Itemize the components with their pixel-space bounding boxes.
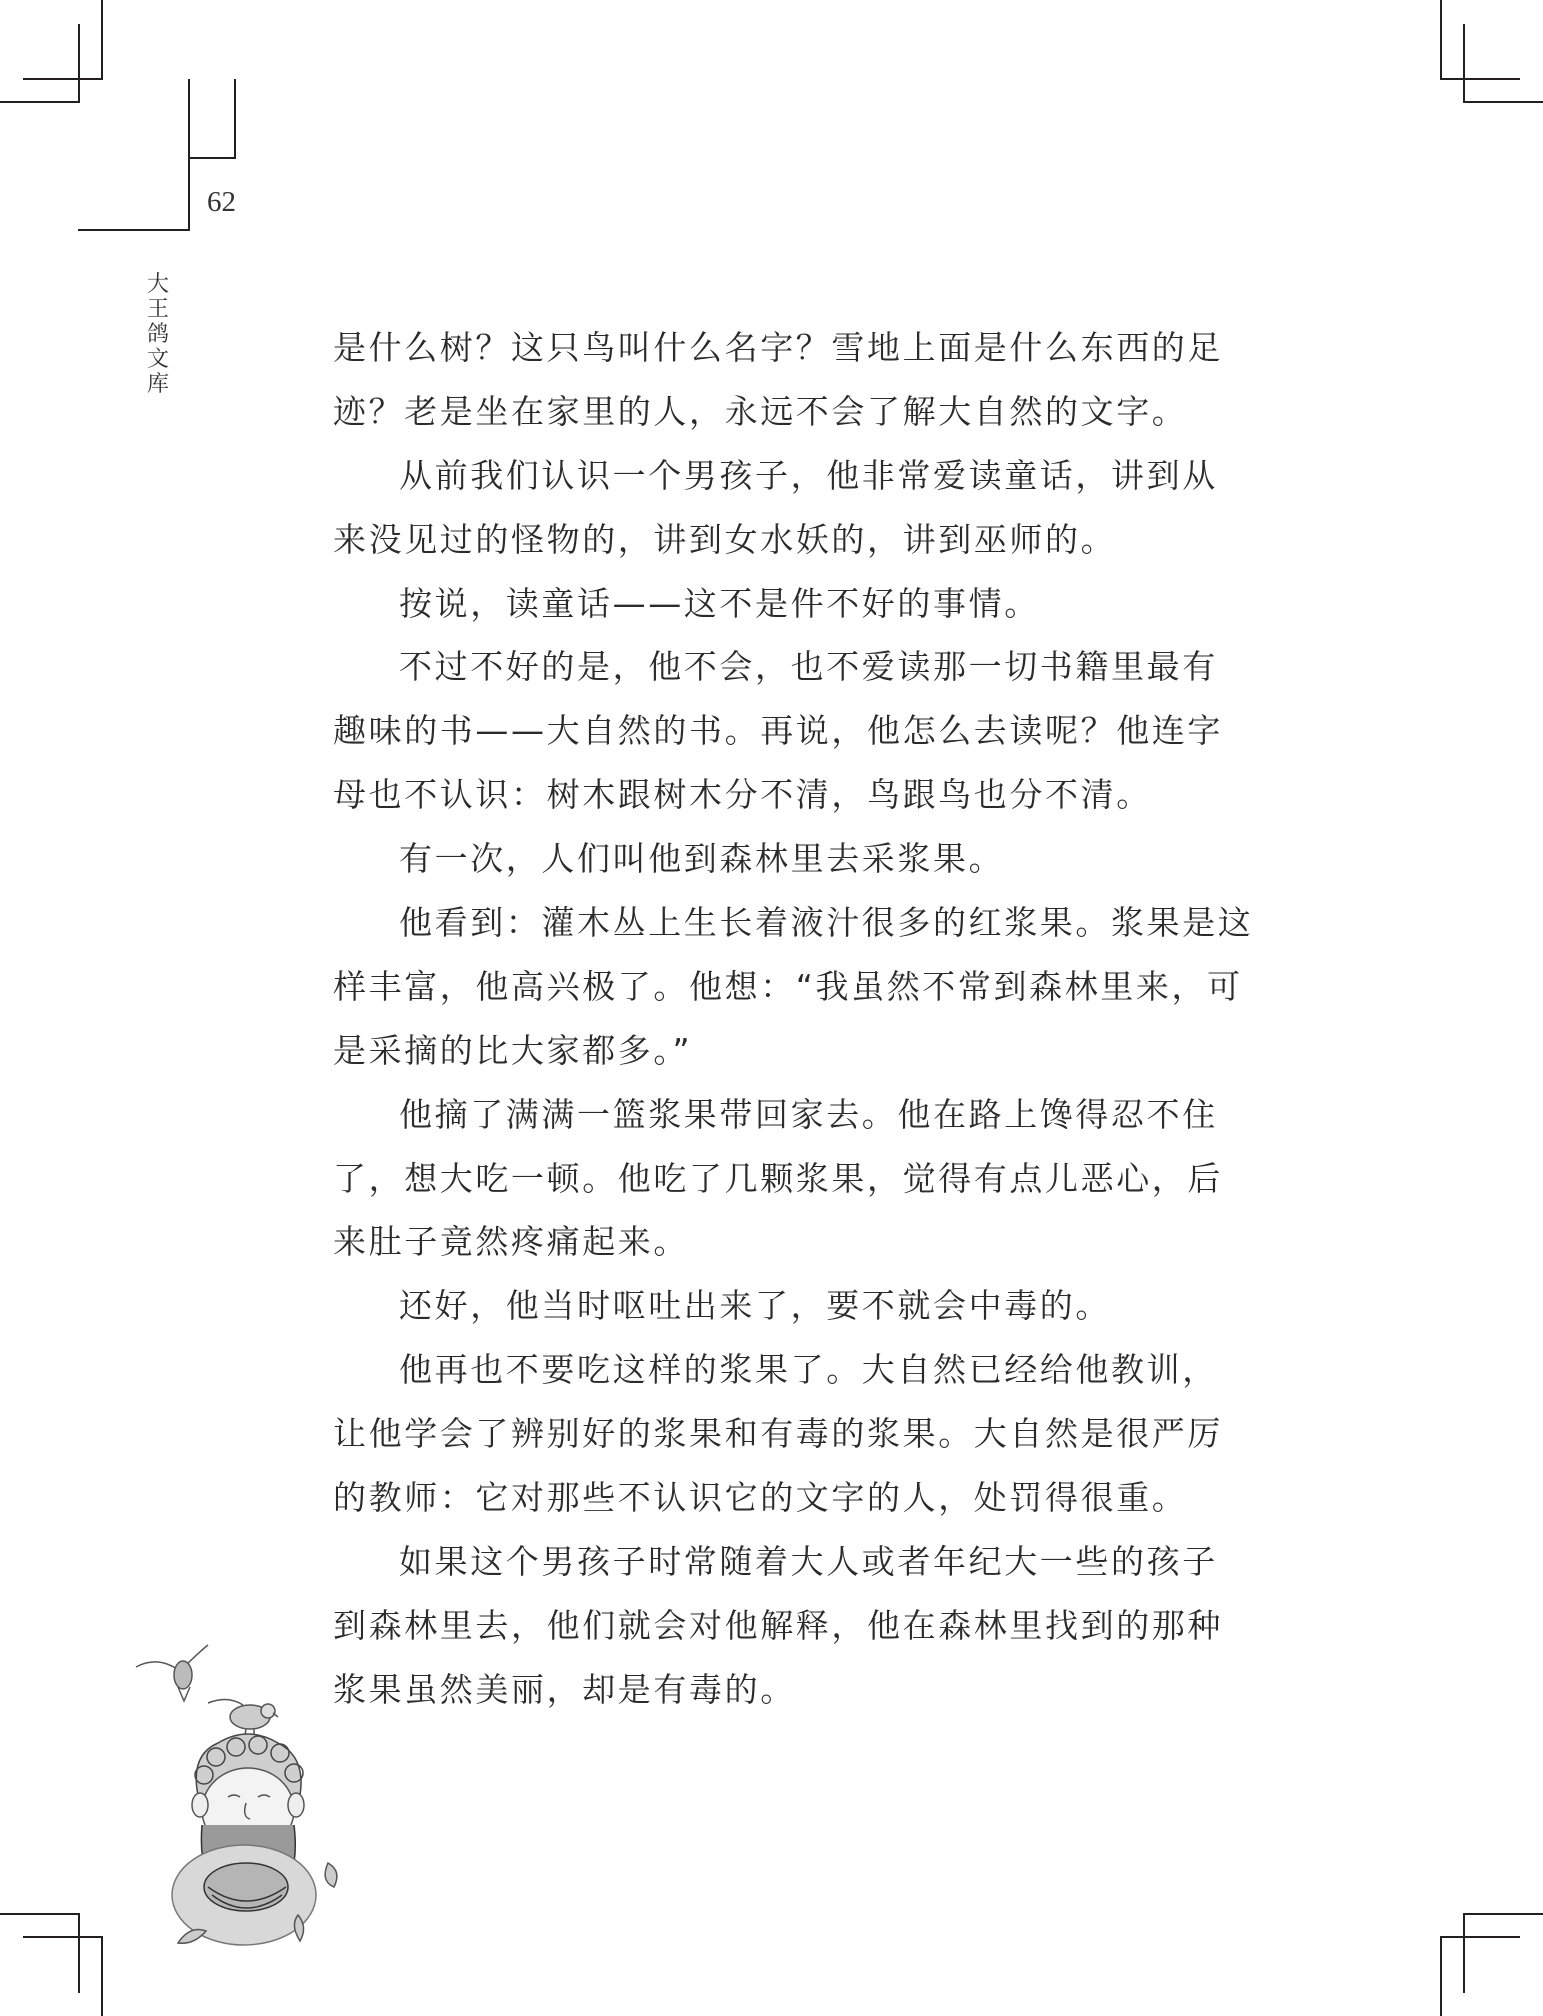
text-line: 迹？老是坐在家里的人，永远不会了解大自然的文字。 <box>333 391 1188 431</box>
text-line: 按说，读童话——这不是件不好的事情。 <box>399 583 1040 623</box>
text-line: 到森林里去，他们就会对他解释，他在森林里找到的那种 <box>333 1605 1223 1645</box>
text-line: 浆果虽然美丽，却是有毒的。 <box>333 1669 796 1709</box>
bearded-man-with-birds-illustration <box>128 1625 358 1965</box>
flying-bird-icon <box>136 1645 208 1701</box>
text-line: 母也不认识：树木跟树木分不清，鸟跟鸟也分不清。 <box>333 775 1152 815</box>
series-title-char: 大 <box>146 272 169 297</box>
body-text <box>333 327 1254 1733</box>
page-number: 62 <box>207 186 236 218</box>
series-title-char: 库 <box>146 372 169 397</box>
text-line: 还好，他当时呕吐出来了，要不就会中毒的。 <box>399 1286 1111 1326</box>
illustration <box>128 1625 358 1965</box>
text-line: 是采摘的比大家都多。” <box>333 1030 693 1070</box>
text-line: 他再也不要吃这样的浆果了。大自然已经给他教训， <box>399 1350 1218 1390</box>
text-line: 趣味的书——大自然的书。再说，他怎么去读呢？他连字 <box>333 711 1223 751</box>
series-title-char: 鸽 <box>146 322 169 347</box>
text-line: 不过不好的是，他不会，也不爱读那一切书籍里最有 <box>399 647 1218 687</box>
text-line: 的教师：它对那些不认识它的文字的人，处罚得很重。 <box>333 1478 1188 1518</box>
text-line: 从前我们认识一个男孩子，他非常爱读童话，讲到从 <box>399 455 1218 495</box>
text-line: 来没见过的怪物的，讲到女水妖的，讲到巫师的。 <box>333 519 1117 559</box>
text-line: 是什么树？这只鸟叫什么名字？雪地上面是什么东西的足 <box>333 328 1223 367</box>
text-line: 如果这个男孩子时常随着大人或者年纪大一些的孩子 <box>399 1541 1218 1581</box>
text-line: 有一次，人们叫他到森林里去采浆果。 <box>399 839 1005 879</box>
series-title-vertical <box>145 272 171 397</box>
text-line: 他摘了满满一篮浆果带回家去。他在路上馋得忍不住 <box>399 1094 1218 1134</box>
series-title-char: 王 <box>146 297 169 322</box>
text-line: 让他学会了辨别好的浆果和有毒的浆果。大自然是很严厉 <box>333 1414 1223 1454</box>
text-line: 样丰富，他高兴极了。他想：“我虽然不常到森林里来，可 <box>333 966 1243 1006</box>
series-title-char: 文 <box>146 347 169 372</box>
text-line: 了，想大吃一顿。他吃了几颗浆果，觉得有点儿恶心，后 <box>333 1158 1223 1198</box>
text-line: 来肚子竟然疼痛起来。 <box>333 1222 689 1262</box>
text-line: 他看到：灌木丛上生长着液汁很多的红浆果。浆果是这 <box>399 903 1254 943</box>
